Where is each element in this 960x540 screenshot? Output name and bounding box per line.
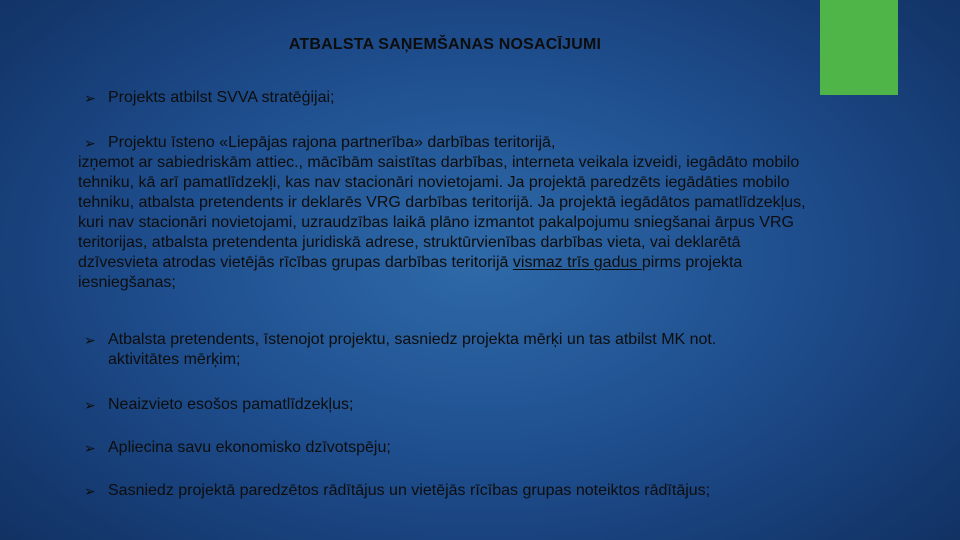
arrow-bullet-icon: ➢ [84,397,96,413]
list-item [84,330,819,370]
item-text: Sasniedz projektā paredzētos rādītājus un vietējās rīcības grupas noteiktos rādītājus; [108,482,711,499]
item-text: Projekts atbilst SVVA stratēģijai; [108,89,335,106]
item-text: Apliecina savu ekonomisko dzīvotspēju; [108,439,391,456]
arrow-bullet-icon: ➢ [84,483,96,499]
item-continuation [78,153,819,293]
item-body-text: izņemot ar sabiedriskām attiec., mācībām saistītas darbības, interneta veikala izveidi, iegādāto mobilo tehniku, kā arī pamatlīdzekļi, kas nav stacionāri novietojami. Ja projektā paredzēts iegādāties mobilo tehniku, atbalsta pretendents ir deklarēs VRG darbības teritorijā. Ja projektā iegādātos pamatlīdzekļus, kuri nav stacionāri novietojami, uzraudzības laikā plāno izmantot pakalpojumu sniegšanai ārpus VRG teritorijas, atbalsta pretendenta juridiskā adrese, struktūrvienības darbības vieta, vai deklarētā dzīvesvieta atrodas vietējās rīcības grupas darbības teritorijā [78,154,806,271]
list-item [84,438,819,458]
underlined-emphasis: vismaz trīs gadus [512,254,642,271]
arrow-bullet-icon: ➢ [84,440,96,456]
item-body-end: pirms projekta iesniegšanas; [78,254,743,291]
slide-title: ATBALSTA SAŅEMŠANAS NOSACĪJUMI [288,36,602,53]
list-item [78,133,819,293]
arrow-bullet-icon: ➢ [84,135,96,151]
item-first-line: Atbalsta pretendents, īstenojot projektu, sasniedz projekta mērķi un tas atbilst MK not. [108,331,717,348]
list-item [84,395,819,415]
arrow-bullet-icon: ➢ [84,332,96,348]
arrow-bullet-icon: ➢ [84,90,96,106]
list-item [84,88,819,108]
item-second-line: aktivitātes mērķim; [108,351,241,368]
item-text: Neaizvieto esošos pamatlīdzekļus; [108,396,354,413]
item-first-line: Projektu īsteno «Liepājas rajona partnerība» darbības teritorijā, [108,134,556,151]
list-item [84,481,819,501]
